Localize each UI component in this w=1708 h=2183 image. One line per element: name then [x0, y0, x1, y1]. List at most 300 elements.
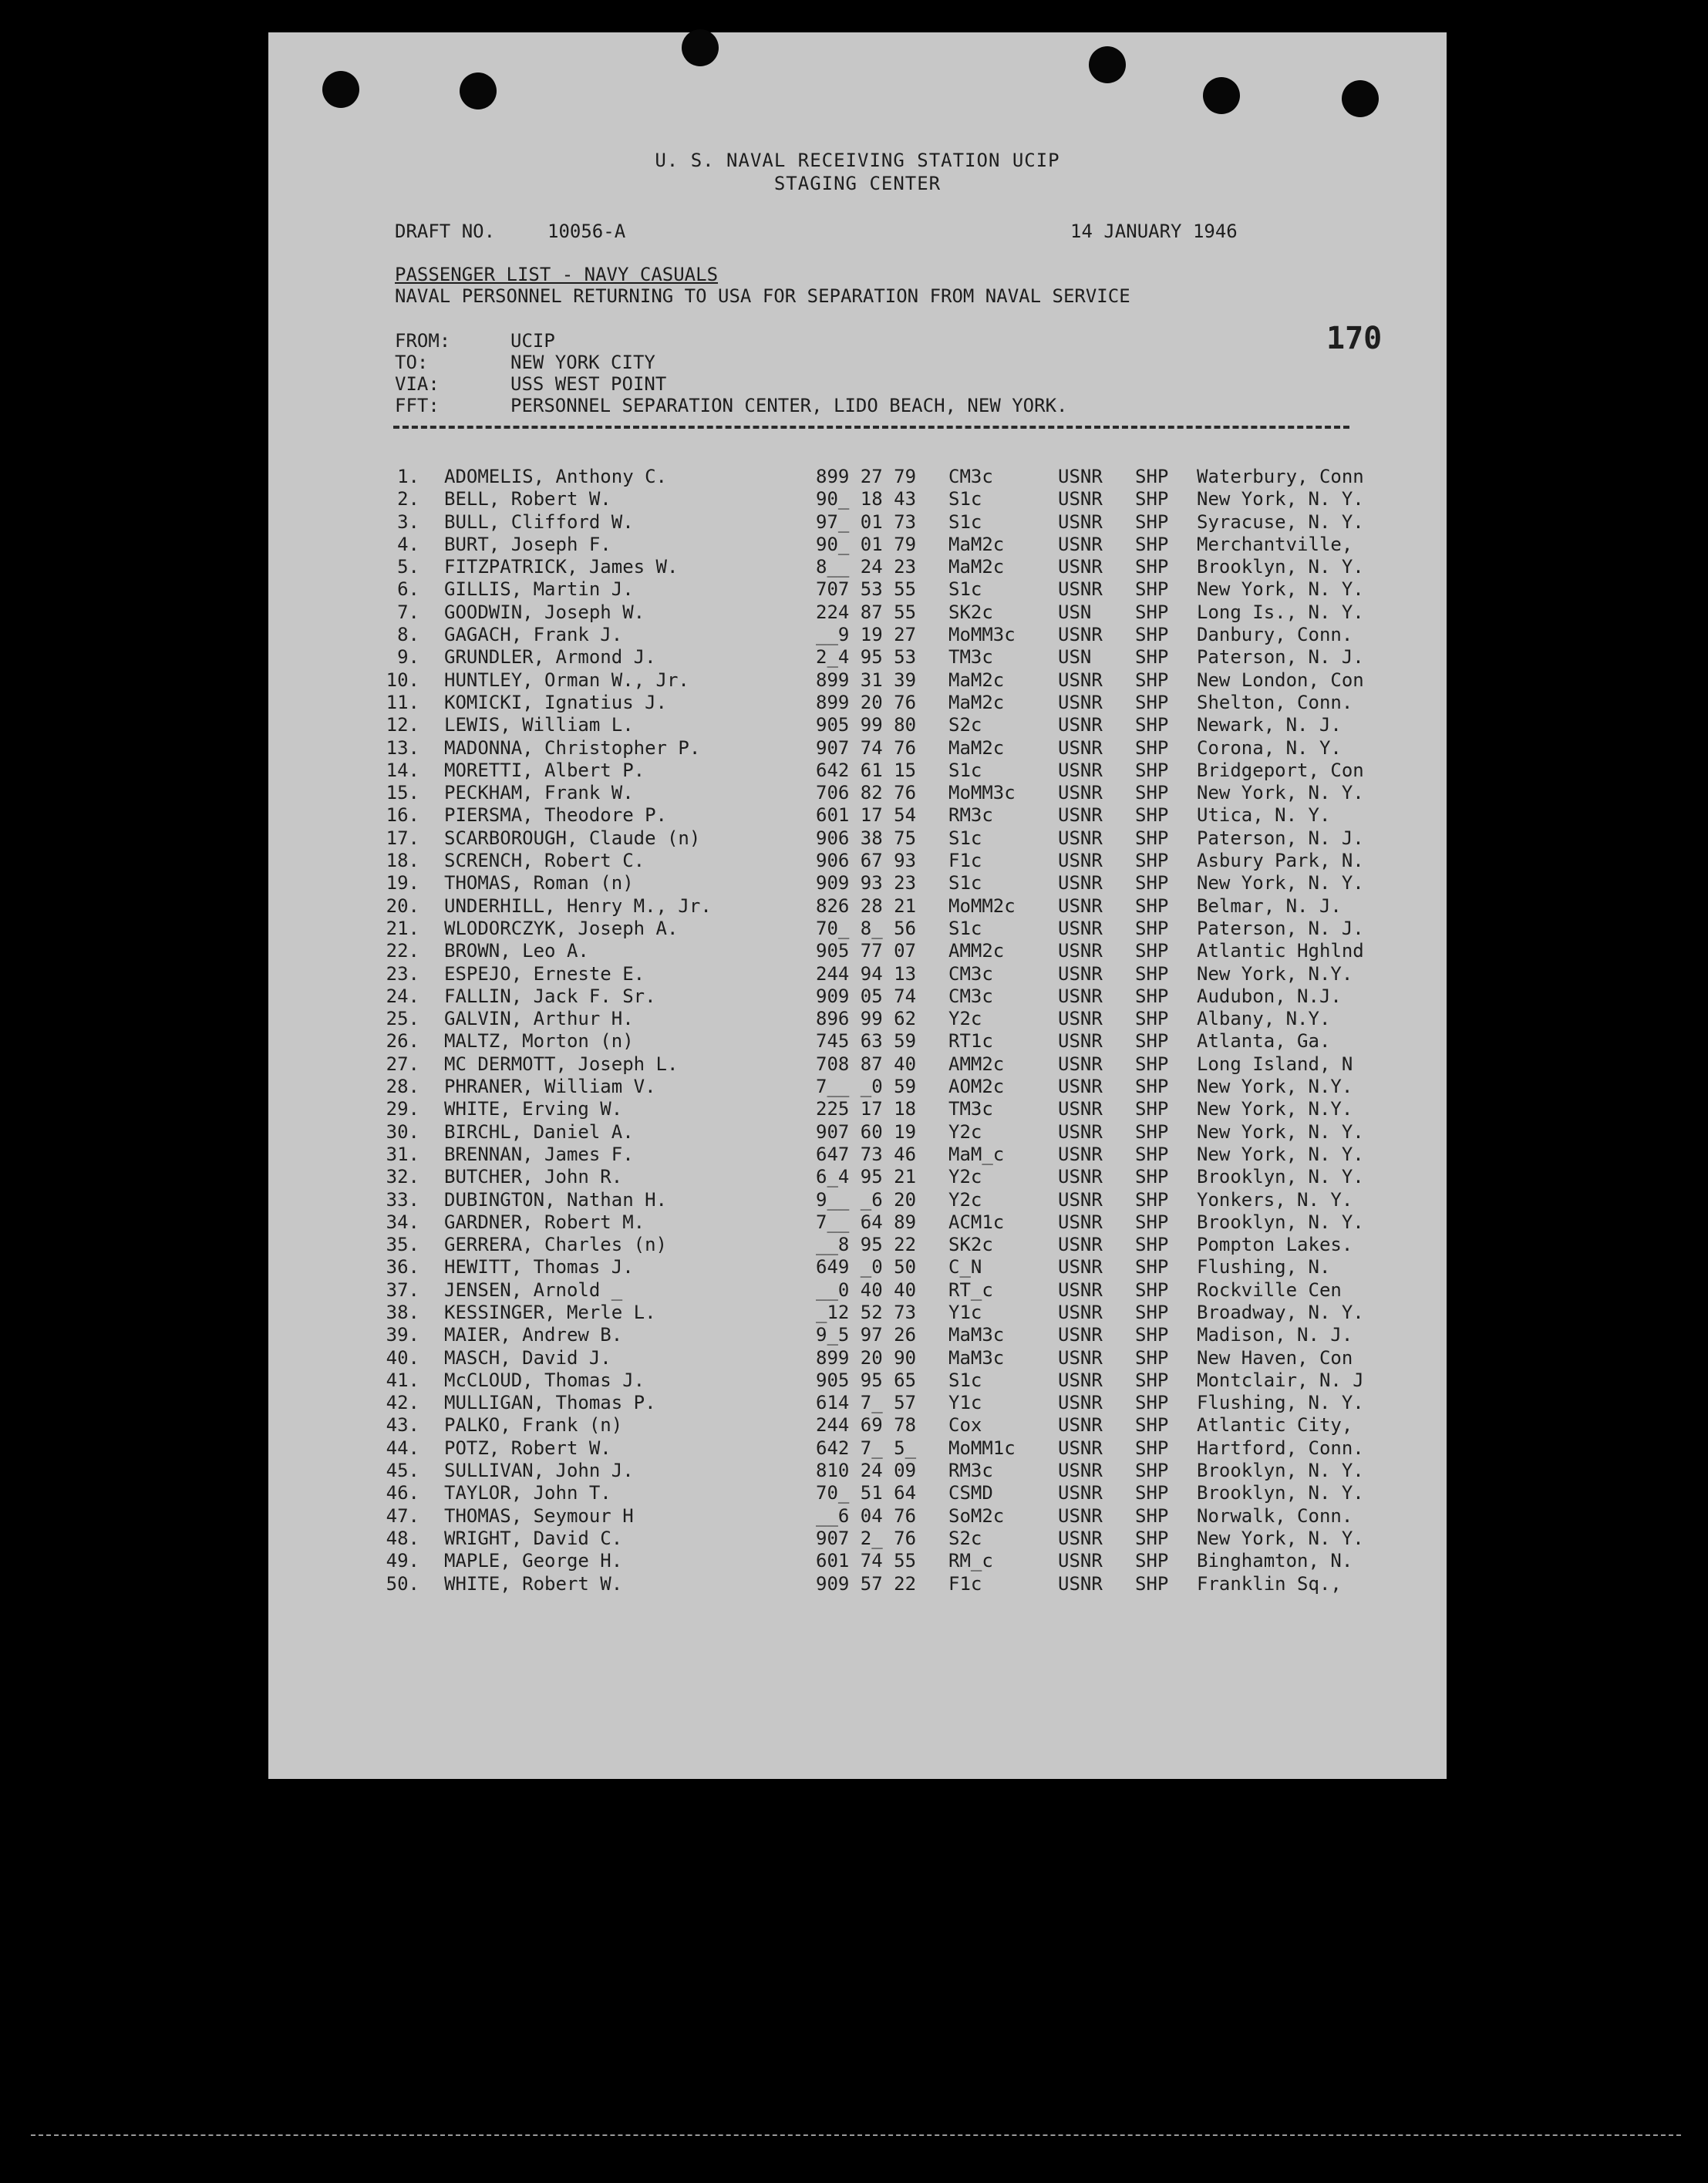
table-row — [268, 578, 1447, 601]
passenger-name: HEWITT, Thomas J. — [444, 1256, 634, 1278]
station-heading: U. S. NAVAL RECEIVING STATION UCIP — [655, 150, 1060, 171]
entry-number: 18. — [386, 850, 419, 872]
transport-code: SHP — [1135, 1369, 1169, 1391]
service-number: 899 27 79 — [816, 466, 917, 487]
entry-number: 32. — [386, 1166, 419, 1188]
service-class: USNR — [1058, 624, 1103, 646]
service-class: USNR — [1058, 1098, 1103, 1120]
entry-number: 43. — [386, 1414, 419, 1437]
transport-code: SHP — [1135, 1008, 1169, 1030]
rate: RT1c — [948, 1030, 993, 1053]
transport-code: SHP — [1135, 917, 1169, 939]
entry-number: 28. — [386, 1076, 419, 1098]
passenger-name: FALLIN, Jack F. Sr. — [444, 985, 656, 1007]
transport-code: SHP — [1135, 1572, 1169, 1595]
rate: ACM1c — [948, 1211, 1005, 1233]
entry-number: 16. — [386, 804, 419, 827]
transport-code: SHP — [1135, 1346, 1169, 1369]
transport-code: SHP — [1135, 1120, 1169, 1143]
transport-code: SHP — [1135, 1392, 1169, 1414]
home-town: Brooklyn, N. Y. — [1197, 1460, 1364, 1482]
passenger-name: WHITE, Erving W. — [444, 1098, 623, 1120]
table-row — [268, 1460, 1447, 1482]
fft-value: PERSONNEL SEPARATION CENTER, LIDO BEACH, NEW YORK. — [510, 395, 1068, 416]
table-row — [268, 1211, 1447, 1234]
passenger-name: MAPLE, George H. — [444, 1550, 623, 1572]
service-class: USNR — [1058, 1234, 1103, 1256]
transport-code: SHP — [1135, 1234, 1169, 1256]
entry-number: 35. — [386, 1234, 419, 1256]
to-label: TO: — [395, 352, 429, 373]
entry-number: 5. — [397, 556, 419, 578]
from-value: UCIP — [510, 330, 555, 352]
service-class: USNR — [1058, 917, 1103, 939]
entry-number: 22. — [386, 940, 419, 962]
home-town: Hartford, Conn. — [1197, 1437, 1364, 1459]
table-row — [268, 1550, 1447, 1572]
service-class: USNR — [1058, 940, 1103, 962]
rate: AMM2c — [948, 940, 1005, 962]
passenger-name: PHRANER, William V. — [444, 1076, 656, 1098]
home-town: Audubon, N.J. — [1197, 985, 1342, 1007]
transport-code: SHP — [1135, 1550, 1169, 1572]
service-class: USNR — [1058, 962, 1103, 985]
service-number: 601 74 55 — [816, 1550, 917, 1572]
entry-number: 50. — [386, 1572, 419, 1595]
home-town: Pompton Lakes. — [1197, 1234, 1353, 1256]
table-row — [268, 669, 1447, 692]
transport-code: SHP — [1135, 533, 1169, 555]
rate: S1c — [948, 759, 982, 781]
service-class: USNR — [1058, 850, 1103, 872]
rate: Y1c — [948, 1392, 982, 1414]
passenger-name: BUTCHER, John R. — [444, 1166, 623, 1188]
table-row — [268, 511, 1447, 534]
rate: S1c — [948, 578, 982, 601]
home-town: Paterson, N. J. — [1197, 646, 1364, 669]
home-town: Brooklyn, N. Y. — [1197, 1166, 1364, 1188]
transport-code: SHP — [1135, 759, 1169, 781]
service-number: 244 94 13 — [816, 962, 917, 985]
transport-code: SHP — [1135, 1301, 1169, 1323]
rate: TM3c — [948, 1098, 993, 1120]
punch-hole — [1203, 77, 1240, 114]
table-row — [268, 1189, 1447, 1211]
service-class: USNR — [1058, 1414, 1103, 1437]
punch-hole — [682, 29, 719, 66]
rate: MaM2c — [948, 556, 1005, 578]
page-number: 170 — [1326, 321, 1383, 356]
service-number: 905 99 80 — [816, 714, 917, 736]
entry-number: 25. — [386, 1008, 419, 1030]
home-town: New York, N.Y. — [1197, 1098, 1353, 1120]
table-row — [268, 1392, 1447, 1414]
home-town: Norwalk, Conn. — [1197, 1504, 1353, 1527]
service-number: 899 31 39 — [816, 669, 917, 691]
rate: S1c — [948, 488, 982, 510]
home-town: Atlantic City, — [1197, 1414, 1353, 1437]
table-row — [268, 601, 1447, 624]
home-town: Franklin Sq., — [1197, 1572, 1342, 1595]
rate: MoMM2c — [948, 894, 1016, 917]
passenger-name: LEWIS, William L. — [444, 714, 634, 736]
transport-code: SHP — [1135, 1256, 1169, 1278]
passenger-name: WLODORCZYK, Joseph A. — [444, 917, 679, 939]
rate: S2c — [948, 714, 982, 736]
passenger-name: MADONNA, Christopher P. — [444, 736, 701, 759]
service-class: USNR — [1058, 1211, 1103, 1233]
service-number: 708 87 40 — [816, 1053, 917, 1075]
service-class: USNR — [1058, 804, 1103, 827]
table-row — [268, 692, 1447, 714]
service-class: USNR — [1058, 985, 1103, 1007]
table-row — [268, 918, 1447, 940]
home-town: Flushing, N. Y. — [1197, 1392, 1364, 1414]
rate: RM3c — [948, 1460, 993, 1482]
service-class: USNR — [1058, 1030, 1103, 1053]
table-row — [268, 1076, 1447, 1098]
table-row — [268, 940, 1447, 962]
home-town: Merchantville, — [1197, 533, 1353, 555]
service-class: USNR — [1058, 1346, 1103, 1369]
entry-number: 20. — [386, 894, 419, 917]
passenger-name: UNDERHILL, Henry M., Jr. — [444, 894, 712, 917]
service-class: USNR — [1058, 1572, 1103, 1595]
service-number: 97_ 01 73 — [816, 510, 917, 533]
passenger-name: MASCH, David J. — [444, 1346, 611, 1369]
film-edge-line — [31, 2134, 1681, 2136]
center-heading: STAGING CENTER — [773, 173, 942, 194]
transport-code: SHP — [1135, 1076, 1169, 1098]
table-row — [268, 1234, 1447, 1256]
table-row — [268, 1505, 1447, 1528]
table-row — [268, 1098, 1447, 1120]
rate: MaM3c — [948, 1346, 1005, 1369]
home-town: Paterson, N. J. — [1197, 827, 1364, 849]
table-row — [268, 1437, 1447, 1460]
list-title: PASSENGER LIST - NAVY CASUALS — [395, 264, 719, 285]
service-class: USNR — [1058, 736, 1103, 759]
passenger-name: GALVIN, Arthur H. — [444, 1008, 634, 1030]
table-row — [268, 1573, 1447, 1595]
passenger-name: MORETTI, Albert P. — [444, 759, 645, 781]
rate: CM3c — [948, 962, 993, 985]
transport-code: SHP — [1135, 556, 1169, 578]
transport-code: SHP — [1135, 940, 1169, 962]
transport-code: SHP — [1135, 872, 1169, 894]
fft-label: FFT: — [395, 395, 440, 416]
passenger-name: POTZ, Robert W. — [444, 1437, 611, 1459]
rate: Y2c — [948, 1120, 982, 1143]
service-number: __8 95 22 — [816, 1234, 917, 1256]
passenger-name: JENSEN, Arnold _ — [444, 1278, 623, 1301]
service-class: USNR — [1058, 1166, 1103, 1188]
table-row — [268, 1166, 1447, 1188]
service-number: 9_5 97 26 — [816, 1324, 917, 1346]
entry-number: 44. — [386, 1437, 419, 1459]
service-number: __6 04 76 — [816, 1504, 917, 1527]
table-row — [268, 827, 1447, 850]
passenger-name: BRENNAN, James F. — [444, 1143, 634, 1165]
passenger-name: GERRERA, Charles (n) — [444, 1234, 667, 1256]
service-class: USNR — [1058, 556, 1103, 578]
entry-number: 24. — [386, 985, 419, 1007]
rate: C_N — [948, 1256, 982, 1278]
passenger-name: BURT, Joseph F. — [444, 533, 611, 555]
transport-code: SHP — [1135, 1324, 1169, 1346]
passenger-name: ESPEJO, Erneste E. — [444, 962, 645, 985]
rate: AOM2c — [948, 1076, 1005, 1098]
service-class: USNR — [1058, 1120, 1103, 1143]
passenger-name: WHITE, Robert W. — [444, 1572, 623, 1595]
transport-code: SHP — [1135, 782, 1169, 804]
passenger-name: SULLIVAN, John J. — [444, 1460, 634, 1482]
entry-number: 19. — [386, 872, 419, 894]
passenger-name: BULL, Clifford W. — [444, 510, 634, 533]
transport-code: SHP — [1135, 736, 1169, 759]
entry-number: 42. — [386, 1392, 419, 1414]
rate: MaM_c — [948, 1143, 1005, 1165]
service-number: 907 74 76 — [816, 736, 917, 759]
entry-number: 11. — [386, 691, 419, 713]
table-row — [268, 488, 1447, 510]
from-label: FROM: — [395, 330, 451, 352]
service-number: 706 82 76 — [816, 782, 917, 804]
passenger-name: PECKHAM, Frank W. — [444, 782, 634, 804]
service-number: 70_ 8_ 56 — [816, 917, 917, 939]
rate: S1c — [948, 827, 982, 849]
table-row — [268, 760, 1447, 782]
home-town: Belmar, N. J. — [1197, 894, 1342, 917]
passenger-name: HUNTLEY, Orman W., Jr. — [444, 669, 689, 691]
table-row — [268, 466, 1447, 488]
home-town: New York, N. Y. — [1197, 1527, 1364, 1549]
entry-number: 14. — [386, 759, 419, 781]
table-row — [268, 624, 1447, 646]
home-town: Asbury Park, N. — [1197, 850, 1364, 872]
transport-code: SHP — [1135, 962, 1169, 985]
entry-number: 1. — [397, 466, 419, 487]
home-town: Long Island, N — [1197, 1053, 1353, 1075]
rate: RT_c — [948, 1278, 993, 1301]
entry-number: 39. — [386, 1324, 419, 1346]
table-row — [268, 534, 1447, 556]
service-class: USN — [1058, 646, 1092, 669]
table-row — [268, 895, 1447, 918]
service-number: 906 67 93 — [816, 850, 917, 872]
table-row — [268, 1121, 1447, 1144]
passenger-name: THOMAS, Roman (n) — [444, 872, 634, 894]
service-number: _12 52 73 — [816, 1301, 917, 1323]
transport-code: SHP — [1135, 1098, 1169, 1120]
rate: F1c — [948, 1572, 982, 1595]
table-row — [268, 804, 1447, 827]
service-number: 642 61 15 — [816, 759, 917, 781]
service-class: USNR — [1058, 1324, 1103, 1346]
table-row — [268, 1482, 1447, 1504]
punch-hole — [322, 71, 359, 108]
home-town: Montclair, N. J — [1197, 1369, 1364, 1391]
passenger-name: BIRCHL, Daniel A. — [444, 1120, 634, 1143]
document-page — [268, 32, 1447, 1779]
service-number: 909 05 74 — [816, 985, 917, 1007]
service-class: USNR — [1058, 1550, 1103, 1572]
passenger-name: GARDNER, Robert M. — [444, 1211, 645, 1233]
entry-number: 40. — [386, 1346, 419, 1369]
home-town: Syracuse, N. Y. — [1197, 510, 1364, 533]
passenger-roster — [268, 466, 1447, 1595]
service-number: 896 99 62 — [816, 1008, 917, 1030]
home-town: New York, N. Y. — [1197, 578, 1364, 601]
to-value: NEW YORK CITY — [510, 352, 655, 373]
passenger-name: GRUNDLER, Armond J. — [444, 646, 656, 669]
service-number: 649 _0 50 — [816, 1256, 917, 1278]
table-row — [268, 1347, 1447, 1369]
transport-code: SHP — [1135, 624, 1169, 646]
rate: MoMM1c — [948, 1437, 1016, 1459]
transport-code: SHP — [1135, 804, 1169, 827]
home-town: Madison, N. J. — [1197, 1324, 1353, 1346]
home-town: New York, N.Y. — [1197, 1076, 1353, 1098]
table-row — [268, 1256, 1447, 1278]
service-class: USNR — [1058, 1008, 1103, 1030]
service-class: USNR — [1058, 1076, 1103, 1098]
entry-number: 41. — [386, 1369, 419, 1391]
rate: Cox — [948, 1414, 982, 1437]
table-row — [268, 737, 1447, 760]
passenger-name: MALTZ, Morton (n) — [444, 1030, 634, 1053]
home-town: Brooklyn, N. Y. — [1197, 1482, 1364, 1504]
service-number: 707 53 55 — [816, 578, 917, 601]
service-class: USNR — [1058, 1301, 1103, 1323]
service-number: 810 24 09 — [816, 1460, 917, 1482]
entry-number: 36. — [386, 1256, 419, 1278]
service-number: 642 7_ 5_ — [816, 1437, 917, 1459]
rate: MaM3c — [948, 1324, 1005, 1346]
home-town: Corona, N. Y. — [1197, 736, 1342, 759]
service-number: 225 17 18 — [816, 1098, 917, 1120]
passenger-name: DUBINGTON, Nathan H. — [444, 1188, 667, 1211]
service-class: USNR — [1058, 1437, 1103, 1459]
transport-code: SHP — [1135, 601, 1169, 623]
service-number: 909 93 23 — [816, 872, 917, 894]
service-class: USNR — [1058, 1188, 1103, 1211]
home-town: Newark, N. J. — [1197, 714, 1342, 736]
table-row — [268, 1414, 1447, 1437]
transport-code: SHP — [1135, 488, 1169, 510]
service-class: USNR — [1058, 1369, 1103, 1391]
service-class: USNR — [1058, 1256, 1103, 1278]
rate: CSMD — [948, 1482, 993, 1504]
entry-number: 10. — [386, 669, 419, 691]
service-number: 907 2_ 76 — [816, 1527, 917, 1549]
transport-code: SHP — [1135, 1482, 1169, 1504]
passenger-name: McCLOUD, Thomas J. — [444, 1369, 645, 1391]
home-town: Yonkers, N. Y. — [1197, 1188, 1353, 1211]
rate: MaM2c — [948, 691, 1005, 713]
passenger-name: PIERSMA, Theodore P. — [444, 804, 667, 827]
passenger-name: SCRENCH, Robert C. — [444, 850, 645, 872]
service-number: __9 19 27 — [816, 624, 917, 646]
rate: Y1c — [948, 1301, 982, 1323]
passenger-name: GAGACH, Frank J. — [444, 624, 623, 646]
service-class: USNR — [1058, 1278, 1103, 1301]
service-number: 9__ _6 20 — [816, 1188, 917, 1211]
passenger-name: MAIER, Andrew B. — [444, 1324, 623, 1346]
transport-code: SHP — [1135, 1414, 1169, 1437]
home-town: Long Is., N. Y. — [1197, 601, 1364, 623]
table-row — [268, 1008, 1447, 1030]
transport-code: SHP — [1135, 1437, 1169, 1459]
table-row — [268, 556, 1447, 578]
transport-code: SHP — [1135, 466, 1169, 487]
rate: CM3c — [948, 466, 993, 487]
rate: S1c — [948, 872, 982, 894]
passenger-name: TAYLOR, John T. — [444, 1482, 611, 1504]
passenger-name: GOODWIN, Joseph W. — [444, 601, 645, 623]
list-subtitle: NAVAL PERSONNEL RETURNING TO USA FOR SEPARATION FROM NAVAL SERVICE — [395, 285, 1130, 307]
entry-number: 9. — [397, 646, 419, 669]
service-class: USNR — [1058, 488, 1103, 510]
rate: MaM2c — [948, 736, 1005, 759]
home-town: Danbury, Conn. — [1197, 624, 1353, 646]
transport-code: SHP — [1135, 894, 1169, 917]
service-class: USNR — [1058, 1143, 1103, 1165]
rate: SK2c — [948, 1234, 993, 1256]
home-town: Utica, N. Y. — [1197, 804, 1331, 827]
service-number: 2_4 95 53 — [816, 646, 917, 669]
service-class: USNR — [1058, 669, 1103, 691]
service-number: 614 7_ 57 — [816, 1392, 917, 1414]
service-number: 244 69 78 — [816, 1414, 917, 1437]
rate: AMM2c — [948, 1053, 1005, 1075]
list-date: 14 JANUARY 1946 — [1070, 221, 1238, 242]
rate: RM3c — [948, 804, 993, 827]
service-class: USNR — [1058, 510, 1103, 533]
home-town: Binghamton, N. — [1197, 1550, 1353, 1572]
transport-code: SHP — [1135, 1143, 1169, 1165]
entry-number: 2. — [397, 488, 419, 510]
passenger-name: PALKO, Frank (n) — [444, 1414, 623, 1437]
passenger-name: ADOMELIS, Anthony C. — [444, 466, 667, 487]
service-class: USNR — [1058, 782, 1103, 804]
home-town: Shelton, Conn. — [1197, 691, 1353, 713]
service-class: USNR — [1058, 894, 1103, 917]
entry-number: 6. — [397, 578, 419, 601]
transport-code: SHP — [1135, 578, 1169, 601]
transport-code: SHP — [1135, 691, 1169, 713]
service-number: 907 60 19 — [816, 1120, 917, 1143]
transport-code: SHP — [1135, 1188, 1169, 1211]
transport-code: SHP — [1135, 850, 1169, 872]
entry-number: 4. — [397, 533, 419, 555]
home-town: New York, N. Y. — [1197, 782, 1364, 804]
transport-code: SHP — [1135, 1504, 1169, 1527]
home-town: Paterson, N. J. — [1197, 917, 1364, 939]
entry-number: 23. — [386, 962, 419, 985]
service-number: 899 20 76 — [816, 691, 917, 713]
home-town: Atlanta, Ga. — [1197, 1030, 1331, 1053]
service-class: USNR — [1058, 1504, 1103, 1527]
home-town: Waterbury, Conn — [1197, 466, 1364, 487]
service-number: 70_ 51 64 — [816, 1482, 917, 1504]
table-row — [268, 782, 1447, 804]
draft-number: 10056-A — [547, 221, 626, 242]
service-class: USNR — [1058, 827, 1103, 849]
via-label: VIA: — [395, 373, 440, 395]
entry-number: 46. — [386, 1482, 419, 1504]
home-town: Brooklyn, N. Y. — [1197, 1211, 1364, 1233]
